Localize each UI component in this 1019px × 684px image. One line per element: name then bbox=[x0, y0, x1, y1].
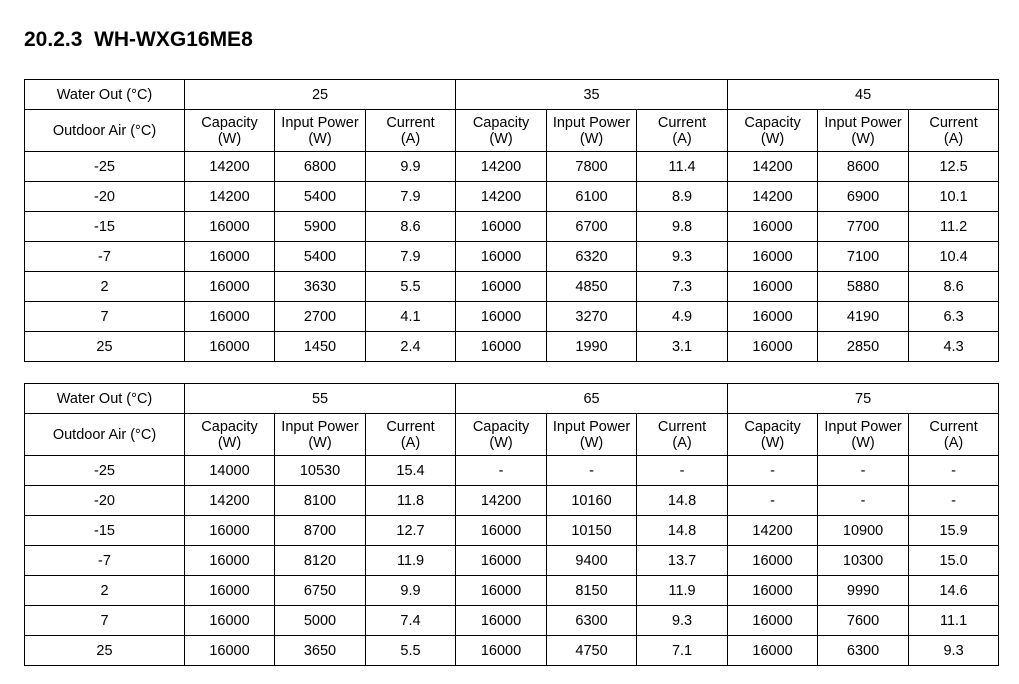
current-header-line-1: Current bbox=[657, 418, 707, 435]
model-name: WH-WXG16ME8 bbox=[94, 28, 253, 51]
table-row bbox=[25, 546, 999, 576]
column-header-row bbox=[25, 414, 999, 456]
input-power-header bbox=[547, 110, 637, 152]
table-row bbox=[25, 576, 999, 606]
input-power-value: 8150 bbox=[547, 576, 637, 606]
capacity-header bbox=[185, 414, 275, 456]
current-value: 10.1 bbox=[909, 182, 999, 212]
current-header-line-1: Current bbox=[386, 418, 435, 435]
performance-table-1 bbox=[24, 79, 999, 362]
input-power-value: 9990 bbox=[818, 576, 909, 606]
current-value: 4.1 bbox=[366, 302, 456, 332]
capacity-value: 16000 bbox=[185, 546, 275, 576]
current-value: 11.1 bbox=[909, 606, 999, 636]
water-out-label: Water Out (°C) bbox=[25, 80, 185, 110]
current-value: 12.5 bbox=[909, 152, 999, 182]
table-row bbox=[25, 152, 999, 182]
input-power-header-unit: (W) bbox=[851, 434, 875, 451]
current-value: 11.9 bbox=[366, 546, 456, 576]
current-header-unit: (A) bbox=[672, 130, 692, 147]
input-power-value: - bbox=[818, 456, 909, 486]
input-power-header-line-1: Input Power bbox=[281, 418, 359, 435]
capacity-value: 16000 bbox=[456, 212, 547, 242]
input-power-value: 3270 bbox=[547, 302, 637, 332]
current-value: 7.9 bbox=[366, 242, 456, 272]
current-value: 15.9 bbox=[909, 516, 999, 546]
capacity-value: 14200 bbox=[728, 516, 818, 546]
water-temp-header: 55 bbox=[185, 384, 456, 414]
current-header-unit: (A) bbox=[672, 434, 692, 451]
input-power-value: 10900 bbox=[818, 516, 909, 546]
current-value: 6.3 bbox=[909, 302, 999, 332]
current-header bbox=[909, 414, 999, 456]
capacity-value: 16000 bbox=[185, 302, 275, 332]
input-power-header-line-1: Input Power bbox=[552, 114, 631, 131]
input-power-value: 10150 bbox=[547, 516, 637, 546]
input-power-header bbox=[275, 414, 366, 456]
current-value: 12.7 bbox=[366, 516, 456, 546]
input-power-value: 5000 bbox=[275, 606, 366, 636]
input-power-value: 6800 bbox=[275, 152, 366, 182]
water-temp-header: 35 bbox=[456, 80, 728, 110]
input-power-header-unit: (W) bbox=[579, 130, 604, 147]
capacity-value: - bbox=[728, 456, 818, 486]
input-power-value: 2700 bbox=[275, 302, 366, 332]
table-row bbox=[25, 302, 999, 332]
capacity-value: 16000 bbox=[185, 606, 275, 636]
current-value: 7.9 bbox=[366, 182, 456, 212]
outdoor-air-label: Outdoor Air (°C) bbox=[25, 110, 185, 152]
input-power-value: 10530 bbox=[275, 456, 366, 486]
outdoor-air-label: Outdoor Air (°C) bbox=[25, 414, 185, 456]
current-value: - bbox=[637, 456, 728, 486]
capacity-value: 16000 bbox=[728, 302, 818, 332]
input-power-header bbox=[818, 414, 909, 456]
current-value: 7.1 bbox=[637, 636, 728, 666]
water-temp-header: 45 bbox=[728, 80, 999, 110]
capacity-value: 16000 bbox=[728, 546, 818, 576]
input-power-value: - bbox=[818, 486, 909, 516]
current-value: 9.8 bbox=[637, 212, 728, 242]
current-value: 3.1 bbox=[637, 332, 728, 362]
outdoor-air-value: -20 bbox=[25, 486, 185, 516]
current-value: 2.4 bbox=[366, 332, 456, 362]
input-power-value: - bbox=[547, 456, 637, 486]
current-value: 9.3 bbox=[909, 636, 999, 666]
capacity-value: - bbox=[728, 486, 818, 516]
outdoor-air-value: -15 bbox=[25, 212, 185, 242]
capacity-value: 16000 bbox=[456, 516, 547, 546]
water-temp-header: 65 bbox=[456, 384, 728, 414]
current-value: 11.4 bbox=[637, 152, 728, 182]
water-temp-header-row bbox=[25, 384, 999, 414]
capacity-header-line-1: Capacity bbox=[744, 114, 801, 131]
capacity-value: 14000 bbox=[185, 456, 275, 486]
capacity-value: 14200 bbox=[185, 152, 275, 182]
table-row bbox=[25, 332, 999, 362]
capacity-header bbox=[185, 110, 275, 152]
input-power-value: 6750 bbox=[275, 576, 366, 606]
input-power-value: 4850 bbox=[547, 272, 637, 302]
input-power-value: 5400 bbox=[275, 182, 366, 212]
capacity-value: 16000 bbox=[185, 272, 275, 302]
current-value: 13.7 bbox=[637, 546, 728, 576]
current-value: 9.3 bbox=[637, 606, 728, 636]
current-value: - bbox=[909, 456, 999, 486]
current-value: 14.8 bbox=[637, 486, 728, 516]
capacity-value: 16000 bbox=[456, 272, 547, 302]
input-power-value: 6700 bbox=[547, 212, 637, 242]
capacity-value: 16000 bbox=[456, 242, 547, 272]
capacity-header-unit: (W) bbox=[760, 434, 785, 451]
current-header bbox=[637, 110, 728, 152]
current-header-line-1: Current bbox=[657, 114, 707, 131]
input-power-value: 9400 bbox=[547, 546, 637, 576]
current-value: - bbox=[909, 486, 999, 516]
table-row bbox=[25, 636, 999, 666]
input-power-header-line-1: Input Power bbox=[824, 418, 902, 435]
input-power-header-line-1: Input Power bbox=[824, 114, 902, 131]
input-power-value: 7600 bbox=[818, 606, 909, 636]
capacity-value: 16000 bbox=[185, 516, 275, 546]
current-value: 9.3 bbox=[637, 242, 728, 272]
input-power-header-line-1: Input Power bbox=[281, 114, 359, 131]
capacity-value: 16000 bbox=[728, 272, 818, 302]
capacity-header-line-1: Capacity bbox=[472, 418, 530, 435]
input-power-header-line-1: Input Power bbox=[552, 418, 631, 435]
current-value: 7.4 bbox=[366, 606, 456, 636]
capacity-value: 16000 bbox=[456, 636, 547, 666]
capacity-value: 14200 bbox=[728, 152, 818, 182]
capacity-value: 16000 bbox=[185, 576, 275, 606]
current-value: 5.5 bbox=[366, 636, 456, 666]
capacity-value: 16000 bbox=[456, 332, 547, 362]
water-temp-header: 75 bbox=[728, 384, 999, 414]
input-power-header-unit: (W) bbox=[579, 434, 604, 451]
capacity-value: 14200 bbox=[456, 182, 547, 212]
input-power-header bbox=[275, 110, 366, 152]
outdoor-air-value: -25 bbox=[25, 152, 185, 182]
capacity-header-line-1: Capacity bbox=[472, 114, 530, 131]
water-temp-header: 25 bbox=[185, 80, 456, 110]
current-header-unit: (A) bbox=[943, 130, 964, 147]
input-power-value: 6320 bbox=[547, 242, 637, 272]
capacity-value: 16000 bbox=[728, 636, 818, 666]
current-header bbox=[366, 414, 456, 456]
capacity-value: 16000 bbox=[456, 606, 547, 636]
current-header-unit: (A) bbox=[400, 434, 421, 451]
current-header-unit: (A) bbox=[400, 130, 421, 147]
input-power-header bbox=[818, 110, 909, 152]
outdoor-air-value: -15 bbox=[25, 516, 185, 546]
section-number: 20.2.3 bbox=[24, 28, 83, 51]
input-power-header-unit: (W) bbox=[308, 434, 332, 451]
capacity-header bbox=[728, 414, 818, 456]
capacity-value: 16000 bbox=[728, 212, 818, 242]
capacity-value: 16000 bbox=[456, 546, 547, 576]
outdoor-air-value: 7 bbox=[25, 302, 185, 332]
table-row bbox=[25, 516, 999, 546]
water-out-label: Water Out (°C) bbox=[25, 384, 185, 414]
current-header-line-1: Current bbox=[929, 114, 978, 131]
outdoor-air-value: -25 bbox=[25, 456, 185, 486]
capacity-header-unit: (W) bbox=[489, 434, 513, 451]
current-value: 7.3 bbox=[637, 272, 728, 302]
current-header bbox=[366, 110, 456, 152]
input-power-header bbox=[547, 414, 637, 456]
input-power-value: 5880 bbox=[818, 272, 909, 302]
input-power-value: 8120 bbox=[275, 546, 366, 576]
capacity-header-unit: (W) bbox=[489, 130, 513, 147]
capacity-header bbox=[456, 110, 547, 152]
capacity-header-line-1: Capacity bbox=[744, 418, 801, 435]
capacity-header-unit: (W) bbox=[217, 434, 242, 451]
capacity-value: 16000 bbox=[728, 576, 818, 606]
capacity-value: 16000 bbox=[728, 242, 818, 272]
current-value: 9.9 bbox=[366, 576, 456, 606]
capacity-value: 14200 bbox=[185, 486, 275, 516]
water-temp-header-row bbox=[25, 80, 999, 110]
capacity-value: 16000 bbox=[185, 332, 275, 362]
outdoor-air-value: 2 bbox=[25, 576, 185, 606]
current-value: 10.4 bbox=[909, 242, 999, 272]
input-power-header-unit: (W) bbox=[308, 130, 332, 147]
capacity-value: 16000 bbox=[185, 242, 275, 272]
current-value: 11.8 bbox=[366, 486, 456, 516]
table-row bbox=[25, 242, 999, 272]
table-row bbox=[25, 272, 999, 302]
capacity-value: - bbox=[456, 456, 547, 486]
capacity-value: 14200 bbox=[456, 486, 547, 516]
capacity-header bbox=[456, 414, 547, 456]
current-value: 4.3 bbox=[909, 332, 999, 362]
input-power-value: 7700 bbox=[818, 212, 909, 242]
current-header-unit: (A) bbox=[943, 434, 964, 451]
current-value: 11.9 bbox=[637, 576, 728, 606]
current-value: 8.9 bbox=[637, 182, 728, 212]
input-power-value: 3650 bbox=[275, 636, 366, 666]
outdoor-air-value: -7 bbox=[25, 242, 185, 272]
capacity-header-line-1: Capacity bbox=[201, 418, 258, 435]
input-power-header-unit: (W) bbox=[851, 130, 875, 147]
capacity-value: 14200 bbox=[185, 182, 275, 212]
table-row bbox=[25, 606, 999, 636]
section-title bbox=[24, 27, 253, 53]
performance-table-2 bbox=[24, 383, 999, 666]
outdoor-air-value: 2 bbox=[25, 272, 185, 302]
column-header-row bbox=[25, 110, 999, 152]
current-header bbox=[637, 414, 728, 456]
capacity-header-unit: (W) bbox=[217, 130, 242, 147]
input-power-value: 3630 bbox=[275, 272, 366, 302]
input-power-value: 5900 bbox=[275, 212, 366, 242]
table-row bbox=[25, 456, 999, 486]
input-power-value: 7100 bbox=[818, 242, 909, 272]
capacity-value: 16000 bbox=[185, 636, 275, 666]
capacity-header-line-1: Capacity bbox=[201, 114, 258, 131]
current-value: 14.8 bbox=[637, 516, 728, 546]
outdoor-air-value: -20 bbox=[25, 182, 185, 212]
capacity-header-unit: (W) bbox=[760, 130, 785, 147]
current-value: 9.9 bbox=[366, 152, 456, 182]
outdoor-air-value: 25 bbox=[25, 332, 185, 362]
outdoor-air-value: 7 bbox=[25, 606, 185, 636]
current-value: 11.2 bbox=[909, 212, 999, 242]
current-value: 15.0 bbox=[909, 546, 999, 576]
input-power-value: 10300 bbox=[818, 546, 909, 576]
input-power-value: 6900 bbox=[818, 182, 909, 212]
current-value: 8.6 bbox=[909, 272, 999, 302]
capacity-value: 14200 bbox=[456, 152, 547, 182]
input-power-value: 7800 bbox=[547, 152, 637, 182]
current-header bbox=[909, 110, 999, 152]
capacity-value: 16000 bbox=[456, 576, 547, 606]
input-power-value: 6100 bbox=[547, 182, 637, 212]
current-value: 14.6 bbox=[909, 576, 999, 606]
capacity-value: 14200 bbox=[728, 182, 818, 212]
current-value: 15.4 bbox=[366, 456, 456, 486]
current-value: 8.6 bbox=[366, 212, 456, 242]
input-power-value: 2850 bbox=[818, 332, 909, 362]
capacity-value: 16000 bbox=[728, 606, 818, 636]
capacity-value: 16000 bbox=[185, 212, 275, 242]
capacity-header bbox=[728, 110, 818, 152]
outdoor-air-value: 25 bbox=[25, 636, 185, 666]
table-row bbox=[25, 182, 999, 212]
input-power-value: 5400 bbox=[275, 242, 366, 272]
input-power-value: 1990 bbox=[547, 332, 637, 362]
current-value: 5.5 bbox=[366, 272, 456, 302]
current-header-line-1: Current bbox=[386, 114, 435, 131]
table-row bbox=[25, 212, 999, 242]
table-row bbox=[25, 486, 999, 516]
input-power-value: 6300 bbox=[818, 636, 909, 666]
outdoor-air-value: -7 bbox=[25, 546, 185, 576]
input-power-value: 8600 bbox=[818, 152, 909, 182]
input-power-value: 10160 bbox=[547, 486, 637, 516]
input-power-value: 4750 bbox=[547, 636, 637, 666]
input-power-value: 8700 bbox=[275, 516, 366, 546]
capacity-value: 16000 bbox=[456, 302, 547, 332]
current-header-line-1: Current bbox=[929, 418, 978, 435]
input-power-value: 6300 bbox=[547, 606, 637, 636]
input-power-value: 4190 bbox=[818, 302, 909, 332]
input-power-value: 1450 bbox=[275, 332, 366, 362]
current-value: 4.9 bbox=[637, 302, 728, 332]
capacity-value: 16000 bbox=[728, 332, 818, 362]
input-power-value: 8100 bbox=[275, 486, 366, 516]
